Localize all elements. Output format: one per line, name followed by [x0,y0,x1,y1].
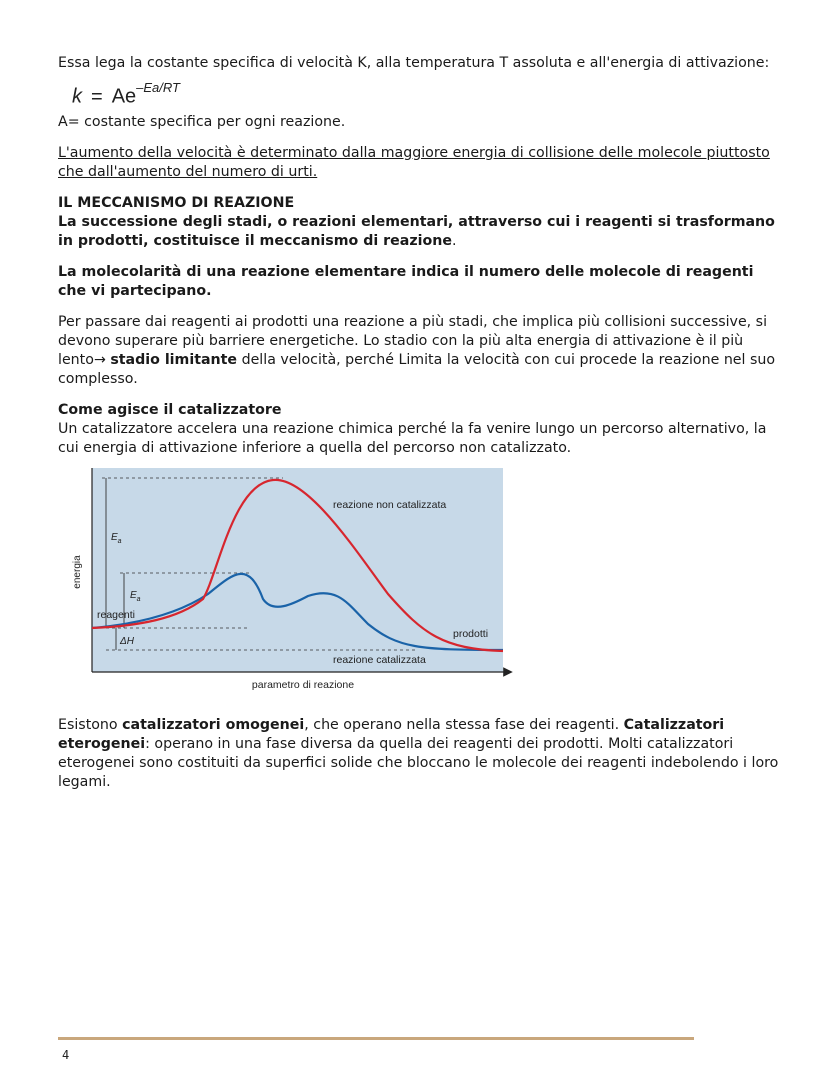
ea-cat-sub: a [136,596,141,603]
mechanism-heading-text: IL MECCANISMO DI REAZIONE [58,195,295,211]
het-b2: Catalizzatori eterogenei [58,717,725,752]
formula-lhs: k [72,85,82,108]
a-definition: A= costante specifica per ogni reazione. [58,114,346,130]
multistep-paragraph [58,313,784,389]
molecularity-text: La molecolarità di una reazione elementare indica il numero delle molecole di reagenti che vi partecipano. [58,264,754,299]
delta-h-label: ΔH [120,636,134,647]
molecularity-paragraph [58,263,784,301]
y-axis-label: energia [72,555,83,589]
het-p3: : operano in una fase diversa da quella dei reagenti dei prodotti. Molti catalizzatori eterogenei sono costituiti da superfici solide che bloccano le molecole dei reagenti indebolendo i loro legami. [58,736,779,790]
het-b1: catalizzatori omogenei [122,717,305,733]
het-p1: Esistono [58,717,123,733]
formula-exponent: –Ea/RT [136,80,180,95]
energy-diagram-svg [58,464,518,704]
multistep-after: della velocità, perché Limita la velocità con cui procede la reazione nel suo complesso. [58,352,776,387]
x-axis-label: parametro di reazione [251,679,355,691]
mechanism-heading [58,194,784,213]
het-p2: , che operano nella stessa fase dei reagenti. [304,717,624,733]
mechanism-definition [58,213,784,251]
energy-diagram [58,464,518,704]
page-number: 4 [62,1048,70,1062]
uncatalyzed-label: reazione non catalizzata [333,499,447,511]
ea-cat-e: E [130,590,137,601]
products-label: prodotti [453,628,489,640]
intro-paragraph: Essa lega la costante specifica di velocità K, alla temperatura T assoluta e all'energia di attivazione: [58,55,770,71]
multistep-before: Per passare dai reagenti ai prodotti una reazione a più stadi, che implica più collisioni successive, si devono superare più barriere energetiche. Lo stadio con la più alta energia di attivazione è il più lento→ [58,314,768,368]
reagents-label: reagenti [97,609,135,621]
arrhenius-formula [72,80,784,113]
catalyzed-label: reazione catalizzata [333,654,426,666]
heterogeneous-paragraph [58,716,784,792]
mechanism-definition-end: . [451,233,457,249]
ea-uncat-sub: a [117,538,122,545]
ea-uncat-e: E [111,532,118,543]
mechanism-definition-bold: La successione degli stadi, o reazioni elementari, attraverso cui i reagenti si trasformano in prodotti, costituisce il meccanismo di reazione [58,214,775,249]
underlined-statement: L'aumento della velocità è determinato dalla maggiore energia di collisione delle molecole piuttosto che dall'aumento del numero di urti. [58,145,770,180]
catalyst-heading [58,401,784,420]
catalyst-paragraph: Un catalizzatore accelera una reazione chimica perché la fa venire lungo un percorso alternativo, la cui energia di attivazione inferiore a quella del percorso non catalizzato. [58,421,767,456]
page-content [58,54,784,792]
formula-base: Ae [111,85,137,108]
catalyst-heading-text: Come agisce il catalizzatore [58,402,282,418]
multistep-bold: stadio limitante [110,352,238,368]
footer-rule [58,1037,694,1040]
formula-equals: = [91,85,103,108]
